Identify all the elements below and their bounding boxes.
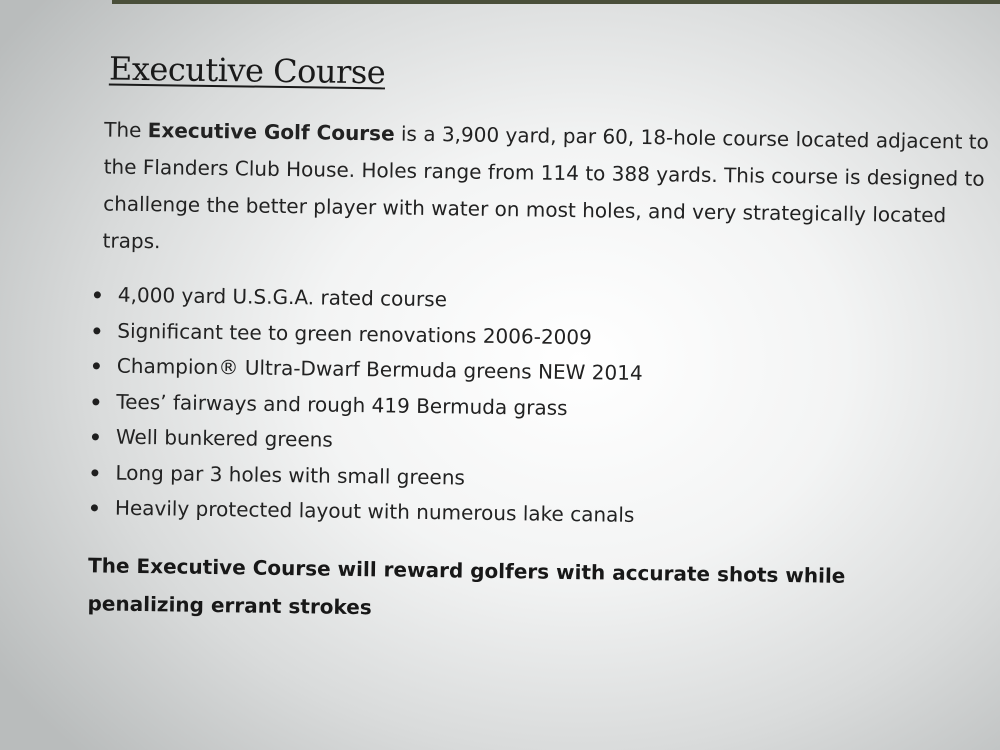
intro-lead: The [104,117,148,143]
feature-list [89,277,644,533]
feature-text: Tees’ fairways and rough 419 Bermuda grass [116,389,568,420]
intro-paragraph [102,111,989,271]
bullet-icon [92,398,99,405]
bullet-icon [91,504,98,511]
bullet-icon [93,327,100,334]
intro-rest: is a 3,900 yard, par 60, 18-hole course located adjacent to the Flanders Club House. Holes range from 114 to 388 yards. This course is designed to challenge the better player with water on most holes, and very strategically located traps. [102,121,989,254]
feature-text: Significant tee to green renovations 2006-2009 [117,318,592,349]
bullet-icon [92,433,99,440]
feature-text: Champion® Ultra-Dwarf Bermuda greens NEW 2014 [116,353,643,386]
bullet-icon [94,291,101,298]
closing-statement: The Executive Course will reward golfers with accurate shots while penalizing errant strokes [87,553,846,620]
feature-text: Long par 3 holes with small greens [115,460,466,490]
feature-text: 4,000 yard U.S.G.A. rated course [117,282,448,312]
feature-text: Heavily protected layout with numerous lake canals [114,495,635,527]
feature-item [89,490,641,533]
bullet-icon [93,362,100,369]
bullet-icon [91,469,98,476]
course-name-bold: Executive Golf Course [147,118,395,146]
page-title: Executive Course [108,49,386,92]
feature-text: Well bunkered greens [115,424,333,452]
